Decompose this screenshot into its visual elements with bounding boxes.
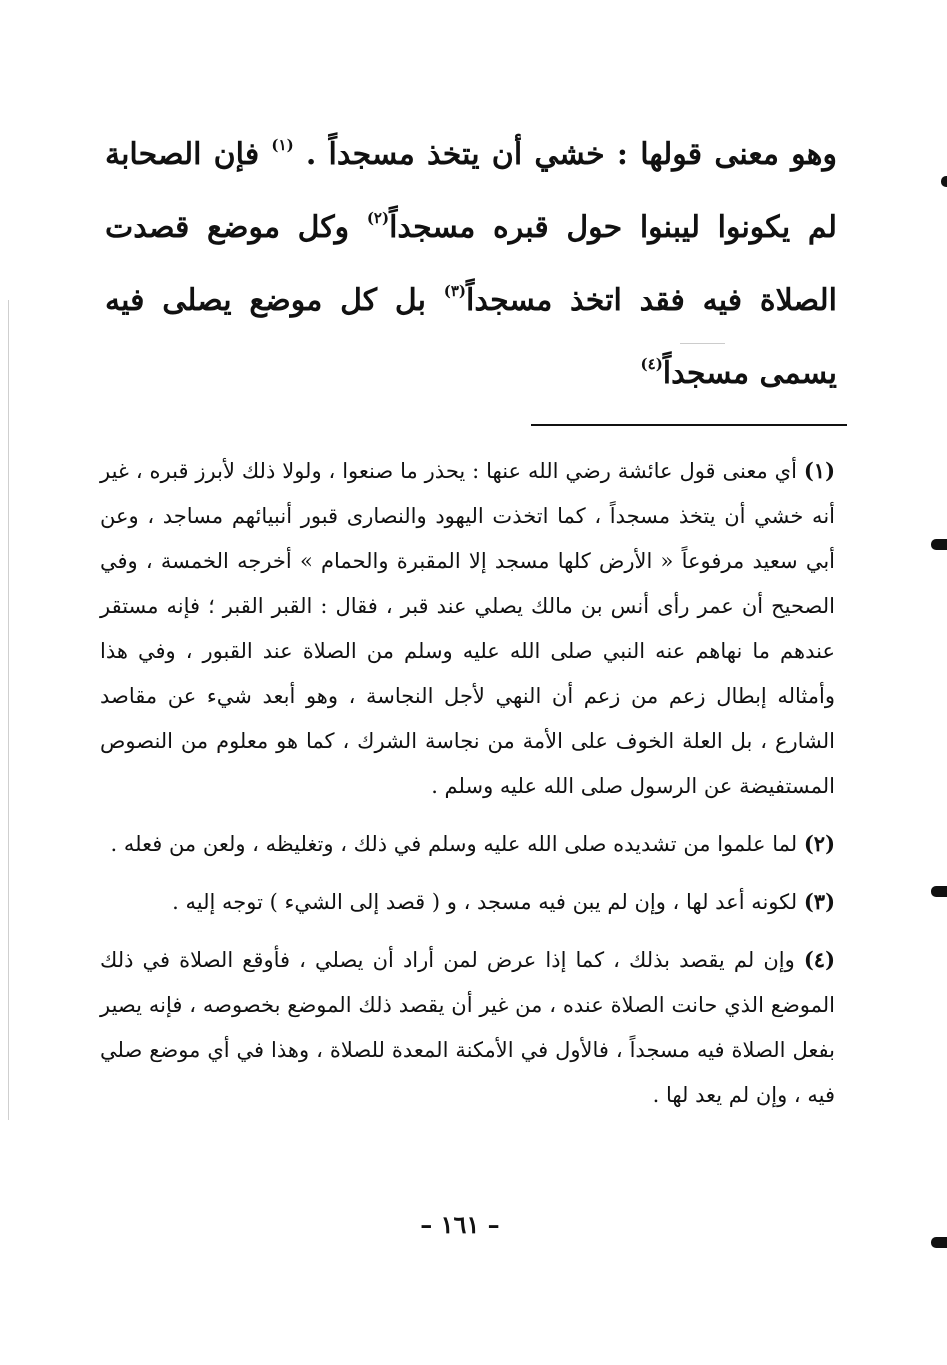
binding-mark — [931, 886, 947, 897]
main-line-4: مسجداً — [662, 356, 750, 391]
footnote-3 — [100, 879, 835, 925]
footnote-4 — [100, 937, 835, 1118]
footnotes-section — [100, 448, 835, 1130]
footnote-number: (٢) — [803, 831, 835, 856]
main-line-2: يكونوا ليبنوا حول قبره مسجداً — [389, 210, 791, 245]
footnote-number: (٤) — [803, 947, 835, 972]
footnote-divider — [531, 424, 847, 426]
binding-mark — [931, 1237, 947, 1248]
footnote-ref-4[interactable]: (٤) — [640, 355, 663, 373]
footnote-ref-1[interactable]: (١) — [271, 136, 294, 154]
footnote-1 — [100, 448, 835, 809]
main-line-1-after: فإن الصحابة لم — [105, 137, 837, 245]
page-number: – ١٦١ – — [420, 1210, 500, 1239]
main-line-2-after: وكل موضع قصدت الصلاة — [105, 210, 838, 318]
binding-mark — [941, 176, 947, 187]
main-line-3: فيه فقد اتخذ مسجداً — [466, 283, 743, 318]
footnote-2 — [100, 821, 835, 867]
page-edge-shadow — [8, 300, 9, 1120]
main-line-1: وهو معنى قولها : خشي أن يتخذ مسجداً . — [305, 137, 837, 172]
main-line-3-after: بل كل موضع يصلى فيه يسمى — [105, 283, 837, 391]
footnote-ref-3[interactable]: (٣) — [443, 282, 466, 300]
footnote-ref-2[interactable]: (٢) — [366, 209, 390, 227]
binding-mark — [931, 539, 947, 550]
main-paragraph — [105, 118, 837, 410]
main-text — [105, 118, 837, 410]
footnote-number: (١) — [803, 458, 835, 483]
footnote-number: (٣) — [803, 889, 835, 914]
footnote-text: وإن لم يقصد بذلك ، كما إذا عرض لمن أراد أن يصلي ، فأوقع الصلاة في ذلك الموضع الذي حانت الصلاة عنده ، من غير أن يقصد ذلك الموضع بخصوصه ، فإنه يصير بفعل الصلاة فيه مسجداً ، فالأول في الأمكنة المعدة للصلاة ، وهذا في أي موضع صلي فيه ، وإن لم يعد لها . — [100, 948, 835, 1107]
scan-smudge — [680, 343, 725, 344]
footnote-text: لما علموا من تشديده صلى الله عليه وسلم في ذلك ، وتغليظه ، ولعن من فعله . — [110, 832, 798, 856]
footnote-text: أي معنى قول عائشة رضي الله عنها : يحذر ما صنعوا ، ولولا ذلك لأبرز قبره ، غير أنه خشي أن يتخذ مسجداً ، كما اتخذت اليهود والنصارى قبور أنبيائهم مساجد ، وعن أبي سعيد مرفوعاً « الأرض كلها مسجد إلا المقبرة والحمام » أخرجه الخمسة ، وفي الصحيح أن عمر رأى أنس بن مالك يصلي عند قبر ، فقال : القبر القبر ؛ فإنه مستقر عندهم ما نهاهم عنه النبي صلى الله عليه وسلم من الصلاة عند القبور ، وفي هذا وأمثاله إبطال زعم من زعم أن النهي لأجل النجاسة ، وهو أبعد شيء عن مقاصد الشارع ، بل العلة الخوف على الأمة من نجاسة الشرك ، كما هو معلوم من النصوص المستفيضة عن الرسول صلى الله عليه وسلم . — [100, 459, 835, 798]
footnote-text: لكونه أعد لها ، وإن لم يبن فيه مسجد ، و ( قصد إلى الشيء ) توجه إليه . — [172, 890, 798, 914]
